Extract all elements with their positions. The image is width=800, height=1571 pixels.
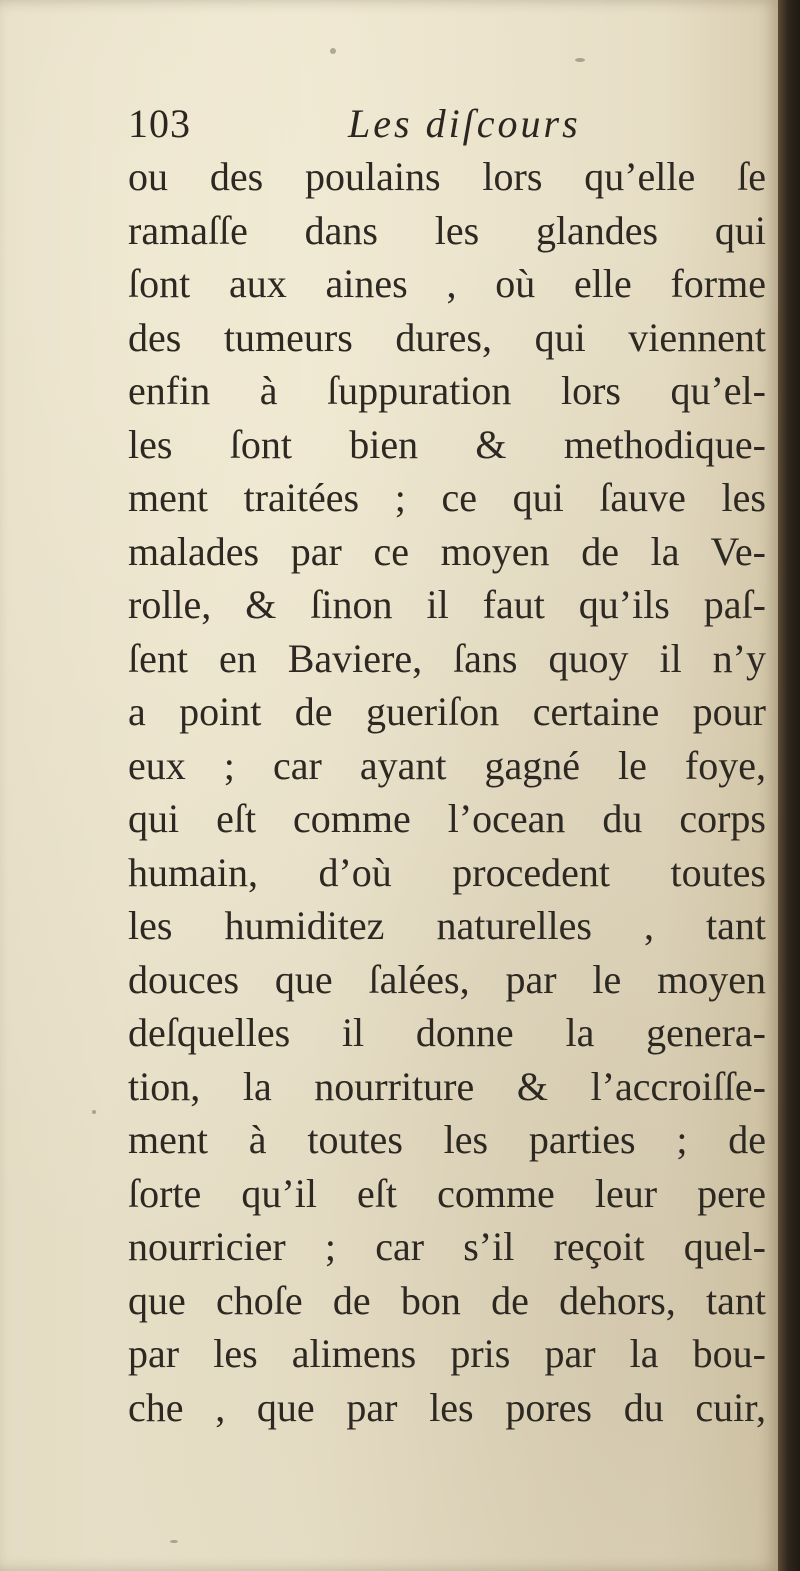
paper-speck xyxy=(330,48,336,54)
paper-speck xyxy=(92,1110,96,1114)
text-line: tion, la nourriture & l’accroiſſe- xyxy=(128,1063,766,1109)
page-header xyxy=(128,96,608,156)
text-line: ramaſſe dans les glandes qui xyxy=(128,207,766,253)
text-line: malades par ce moyen de la Ve- xyxy=(128,528,766,574)
text-line: des tumeurs dures, qui viennent xyxy=(128,314,766,360)
text-line: deſquelles il donne la genera- xyxy=(128,1010,766,1055)
page-edge xyxy=(778,0,800,1571)
text-line: ſorte qu’il eſt comme leur pere xyxy=(128,1170,766,1216)
text-line: ment traitées ; ce qui ſauve les xyxy=(128,475,766,520)
text-line: qui eſt comme l’ocean du corps xyxy=(128,796,766,841)
text-line: a point de gueriſon certaine pour xyxy=(128,689,766,734)
text-line: humain, d’où procedent toutes xyxy=(128,849,766,895)
text-line: enfin à ſuppuration lors qu’el- xyxy=(128,368,766,413)
text-line: ment à toutes les parties ; de xyxy=(128,1117,766,1162)
text-line: les humiditez naturelles , tant xyxy=(128,903,766,948)
text-line: eux ; car ayant gagné le foye, xyxy=(128,742,766,788)
running-title: Les diſcours xyxy=(348,101,581,146)
text-line: que choſe de bon de dehors, tant xyxy=(128,1277,766,1323)
text-line: ſont aux aines , où elle forme xyxy=(128,261,766,306)
text-line: ou des poulains lors qu’elle ſe xyxy=(128,154,766,199)
text-line: douces que ſalées, par le moyen xyxy=(128,956,766,1002)
text-line: par les alimens pris par la bou- xyxy=(128,1331,766,1376)
text-line: rolle, & ſinon il faut qu’ils paſ- xyxy=(128,582,766,627)
paper-speck xyxy=(170,1540,178,1543)
body-text xyxy=(128,150,768,1434)
text-line: nourricier ; car s’il reçoit quel- xyxy=(128,1224,766,1269)
text-line: les ſont bien & methodique- xyxy=(128,421,766,467)
page-number: 103 xyxy=(128,101,191,146)
text-line: che , que par les pores du cuir, xyxy=(128,1384,766,1430)
text-line: ſent en Baviere, ſans quoy il n’y xyxy=(128,635,766,681)
paper-speck xyxy=(575,58,585,62)
